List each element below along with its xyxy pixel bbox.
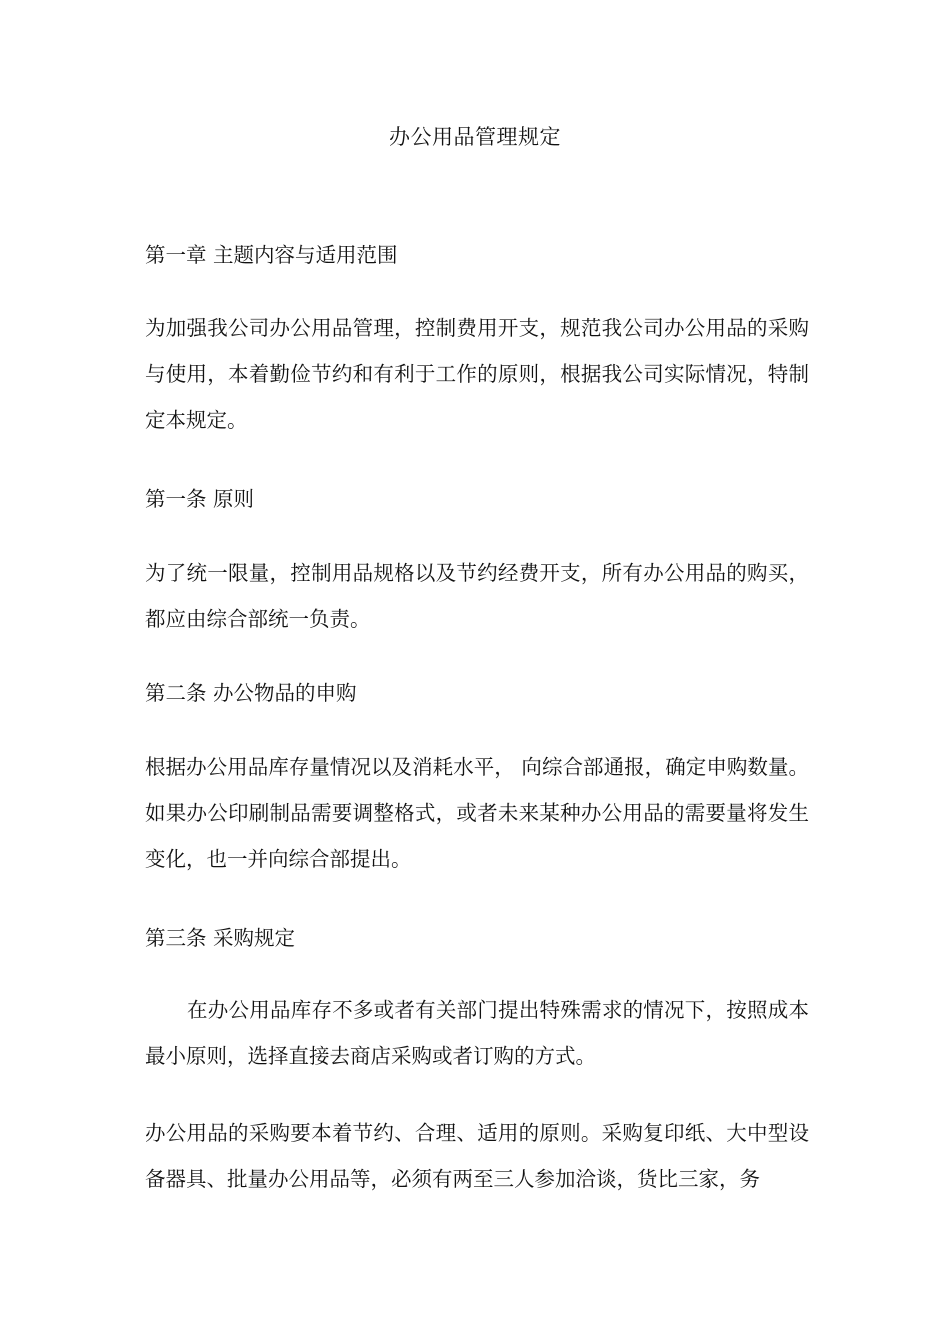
chapter-1-heading: 第一章 主题内容与适用范围 [145, 243, 398, 267]
article-3-paragraph-2: 办公用品的采购要本着节约、合理、适用的原则。采购复印纸、大中型设备器具、批量办公用品等，必须有两至三人参加洽谈，货比三家，务 [145, 1121, 809, 1191]
article-1-paragraph: 为了统一限量，控制用品规格以及节约经费开支，所有办公用品的购买，都应由综合部统一负责。 [145, 561, 809, 631]
article-1-heading: 第一条 原则 [145, 487, 255, 511]
article-2-paragraph: 根据办公用品库存量情况以及消耗水平， 向综合部通报，确定申购数量。如果办公印刷制品需要调整格式，或者未来某种办公用品的需要量将发生变化，也一并向综合部提出。 [145, 755, 809, 871]
article-3-heading: 第三条 采购规定 [145, 926, 296, 950]
article-2-heading: 第二条 办公物品的申购 [145, 681, 357, 705]
document-title: 办公用品管理规定 [389, 125, 561, 149]
article-3-paragraph-1: 在办公用品库存不多或者有关部门提出特殊需求的情况下，按照成本最小原则，选择直接去商店采购或者订购的方式。 [145, 998, 809, 1068]
chapter-1-paragraph: 为加强我公司办公用品管理，控制费用开支，规范我公司办公用品的采购与使用，本着勤俭节约和有利于工作的原则，根据我公司实际情况，特制定本规定。 [145, 316, 809, 432]
